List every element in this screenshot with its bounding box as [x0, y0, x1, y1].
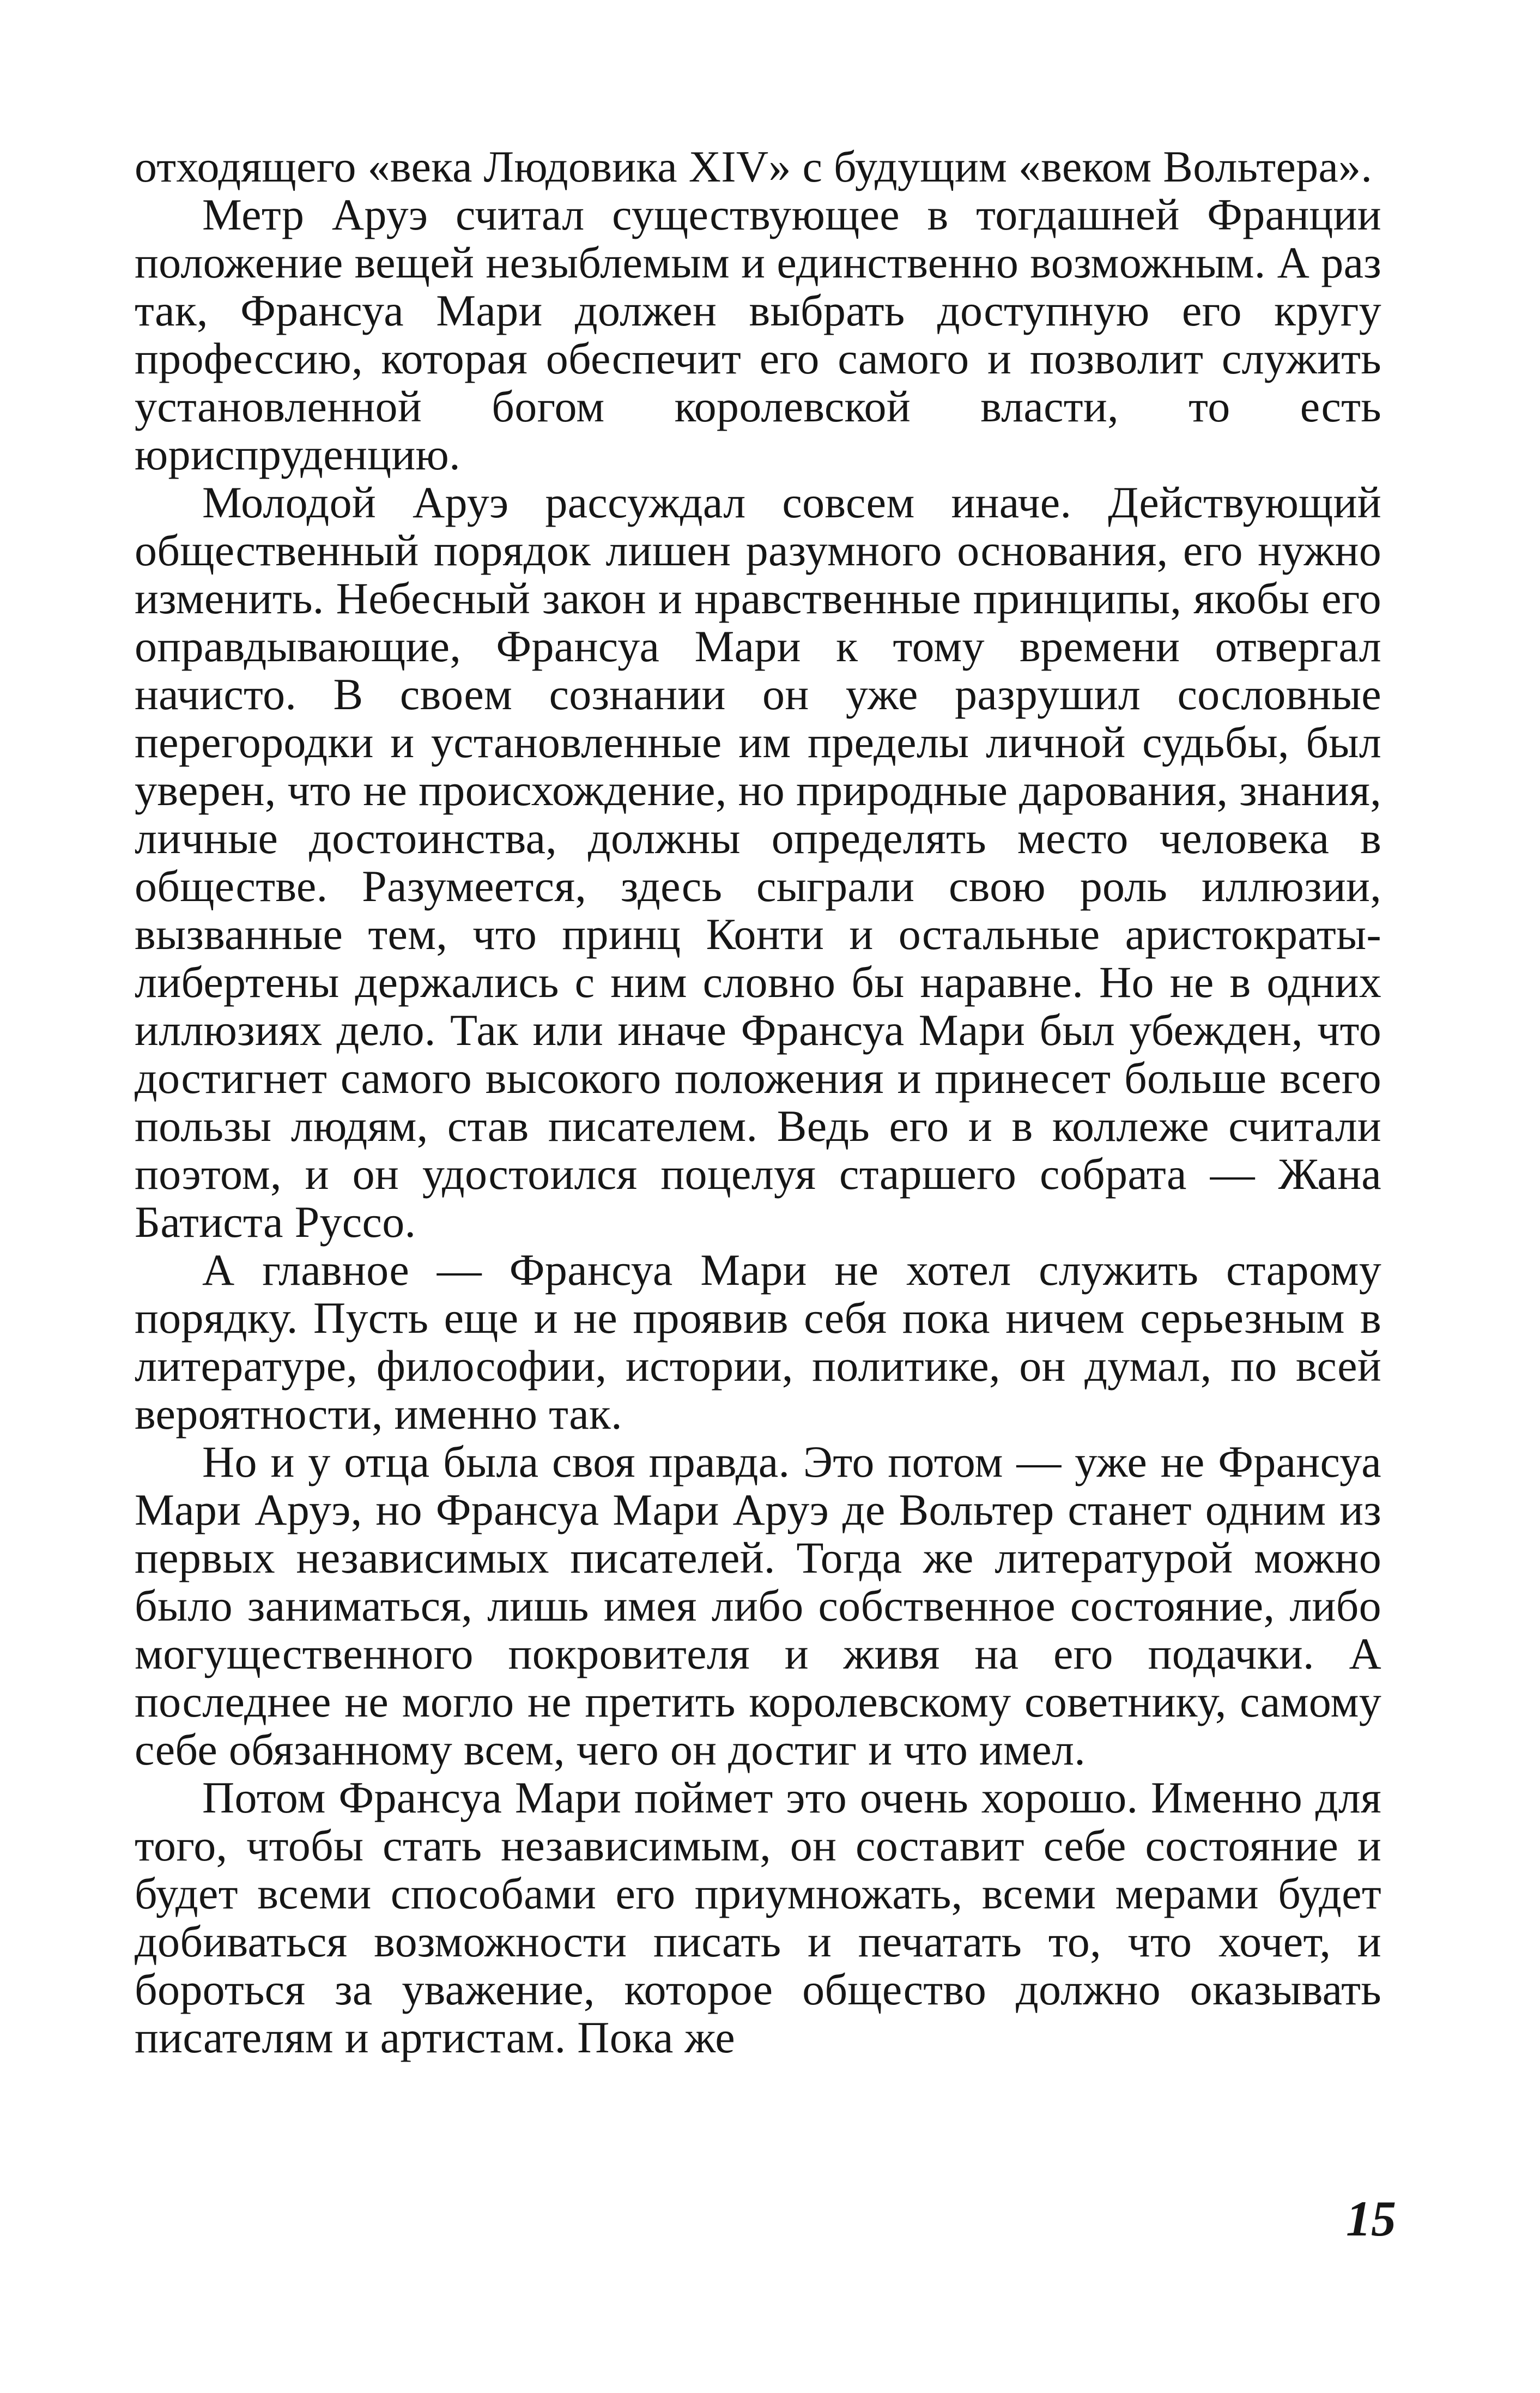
paragraph: Молодой Аруэ рассуждал совсем иначе. Действующий общественный порядок лишен разумного основания, его нужно изменить. Небесный закон и нравственные принципы, якобы его оправдывающие, Франсуа Мари к тому времени отвергал начисто. В своем сознании он уже разрушил сословные перегородки и установленные им пределы личной судьбы, был уверен, что не происхождение, но природные дарования, знания, личные достоинства, должны определять место человека в обществе. Разумеется, здесь сыграли свою роль иллюзии, вызванные тем, что принц Конти и остальные аристократы-либертены держались с ним словно бы наравне. Но не в одних иллюзиях дело. Так или иначе Франсуа Мари был убежден, что достигнет самого высокого положения и принесет больше всего пользы людям, став писателем. Ведь его и в коллеже считали поэтом, и он удостоился поцелуя старшего собрата — Жана Батиста Руссо. [135, 478, 1381, 1247]
paragraph: Метр Аруэ считал существующее в тогдашней Франции положение вещей незыблемым и единственно возможным. А раз так, Франсуа Мари должен выбрать доступную его кругу профессию, которая обеспечит его самого и позволит служить установленной богом королевской власти, то есть юриспруденцию. [135, 190, 1381, 479]
paragraph: А главное — Франсуа Мари не хотел служить старому порядку. Пусть еще и не проявив себя пока ничем серьезным в литературе, философии, истории, политике, он думал, по всей вероятности, именно так. [135, 1245, 1381, 1439]
paragraph: Но и у отца была своя правда. Это потом — уже не Франсуа Мари Аруэ, но Франсуа Мари Аруэ де Вольтер станет одним из первых независимых писателей. Тогда же литературой можно было заниматься, лишь имея либо собственное состояние, либо могущественного покровителя и живя на его подачки. А последнее не могло не претить королевскому советнику, самому себе обязанному всем, чего он достиг и что имел. [135, 1437, 1381, 1774]
paragraph: Потом Франсуа Мари поймет это очень хорошо. Именно для того, чтобы стать независимым, он составит себе состояние и будет всеми способами его приумножать, всеми мерами будет добиваться возможности писать и печатать то, что хочет, и бороться за уважение, которое общество должно оказывать писателям и артистам. Пока же [135, 1773, 1381, 2062]
paragraph-continuation: отходящего «века Людовика XIV» с будущим «веком Вольтера». [135, 142, 1373, 191]
page-number: 15 [1346, 2191, 1396, 2246]
body-text [135, 143, 1381, 2062]
